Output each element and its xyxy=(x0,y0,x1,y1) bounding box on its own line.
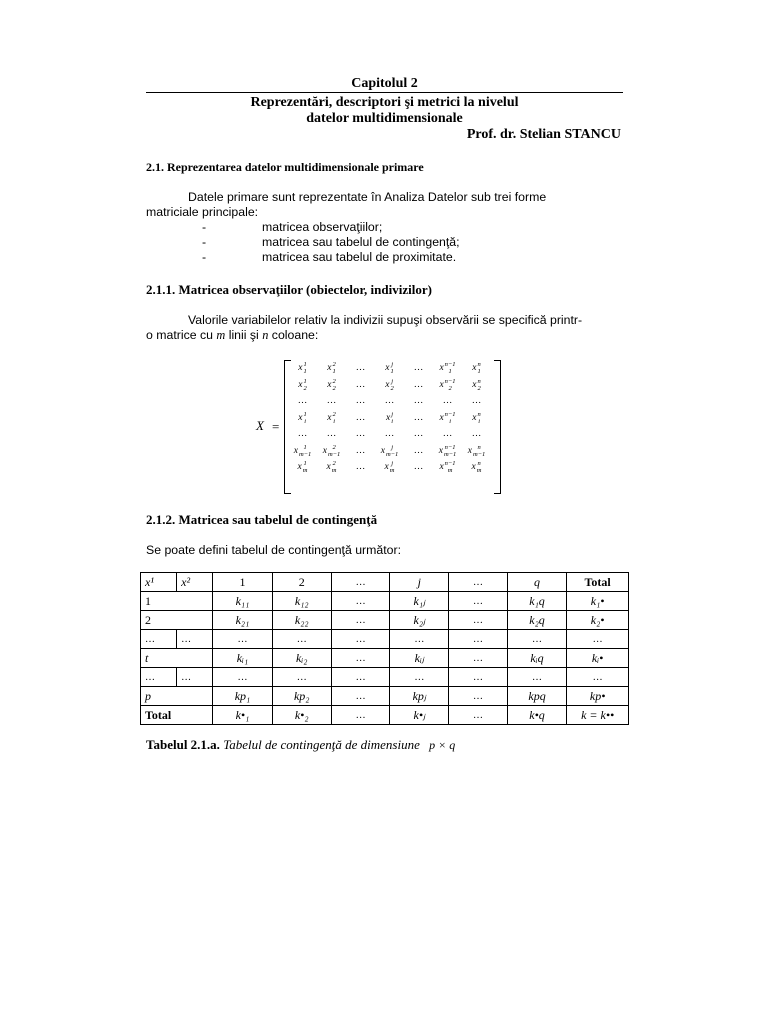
table-row xyxy=(141,630,629,649)
table-cell: k₁q xyxy=(507,592,567,611)
matrix-cell: … xyxy=(471,396,482,407)
matrix-cell: … xyxy=(384,396,395,407)
observations-matrix xyxy=(288,360,492,476)
list-dash: - xyxy=(202,235,207,249)
table-header-cell: 2 xyxy=(272,573,331,592)
matrix-cell: … xyxy=(355,429,366,440)
list-item-text: matricea observaţiilor; xyxy=(262,220,383,234)
table-cell: … xyxy=(567,630,629,649)
table-cell: … xyxy=(331,649,389,668)
matrix-cell: … xyxy=(413,412,424,423)
matrix-cell: … xyxy=(442,429,453,440)
table-header-cell: x¹ xyxy=(141,573,177,592)
table-cell: … xyxy=(449,706,507,725)
matrix-cell: x 1 m−1 xyxy=(293,443,312,458)
caption-dimension: p × q xyxy=(429,738,456,752)
table-cell: k•₂ xyxy=(272,706,331,725)
table-cell: k₁₁ xyxy=(213,592,272,611)
table-cell: … xyxy=(331,668,389,687)
matrix-row xyxy=(288,459,492,476)
table-caption xyxy=(146,737,455,753)
table-header-cell: Total xyxy=(567,573,629,592)
matrix-cell: … xyxy=(355,412,366,423)
table-header-cell: x² xyxy=(177,573,213,592)
matrix-label: X xyxy=(256,418,264,433)
para-text: o matrice cu xyxy=(146,328,213,342)
matrix-equals: = xyxy=(272,419,280,434)
table-cell: … xyxy=(331,611,389,630)
table-cell: … xyxy=(449,649,507,668)
matrix-cell: x n 2 xyxy=(472,377,481,392)
table-cell: … xyxy=(272,668,331,687)
matrix-row xyxy=(288,426,492,443)
matrix-cell: x n−1 2 xyxy=(439,377,456,392)
section-2-1-1-heading: 2.1.1. Matricea observaţiilor (obiectelor, indivizilor) xyxy=(146,282,432,297)
primary-forms-list xyxy=(146,220,623,265)
section-2-1-2-intro: Se poate defini tabelul de contingenţă următor: xyxy=(146,543,401,557)
table-cell: k₁ⱼ xyxy=(390,592,449,611)
table-cell: kᵢ₁ xyxy=(213,649,272,668)
matrix-row xyxy=(288,377,492,394)
table-cell: Total xyxy=(141,706,213,725)
table-cell: kp₁ xyxy=(213,687,272,706)
matrix-cell: x n m xyxy=(471,460,482,475)
author: Prof. dr. Stelian STANCU xyxy=(466,127,621,142)
matrix-cell: x n−1 1 xyxy=(439,361,456,376)
matrix-row xyxy=(288,443,492,460)
table-row xyxy=(141,611,629,630)
matrix-cell: … xyxy=(355,363,366,374)
matrix-cell: x 2 i xyxy=(327,410,336,425)
matrix-cell: … xyxy=(326,396,337,407)
matrix-cell: x j m xyxy=(384,460,395,475)
chapter-label: Capitolul 2 xyxy=(351,76,418,91)
table-row xyxy=(141,706,629,725)
table-cell: … xyxy=(507,630,567,649)
list-dash: - xyxy=(202,250,207,264)
para-text: linii şi xyxy=(228,328,259,342)
table-cell: k₂₂ xyxy=(272,611,331,630)
table-cell: k₂ⱼ xyxy=(390,611,449,630)
table-header-row xyxy=(141,573,629,592)
table-row xyxy=(141,592,629,611)
table-cell: … xyxy=(331,687,389,706)
table-header-cell: q xyxy=(507,573,567,592)
header-rule xyxy=(146,92,623,93)
matrix-cell: … xyxy=(413,379,424,390)
table-row xyxy=(141,668,629,687)
list-item-text: matricea sau tabelul de proximitate. xyxy=(262,250,457,264)
table-cell: kᵢ• xyxy=(567,649,629,668)
matrix-row xyxy=(288,360,492,377)
table-cell: … xyxy=(272,630,331,649)
caption-text: Tabelul de contingenţă de dimensiune xyxy=(223,737,420,752)
matrix-cell: … xyxy=(355,462,366,473)
matrix-cell: x 2 m−1 xyxy=(322,443,341,458)
list-item-text: matricea sau tabelul de contingenţă; xyxy=(262,235,460,249)
table-cell: 1 xyxy=(141,592,213,611)
table-cell: … xyxy=(141,630,177,649)
matrix-cell: x 1 2 xyxy=(298,377,307,392)
matrix-cell: x 1 1 xyxy=(298,361,307,376)
table-cell: p xyxy=(141,687,213,706)
table-header-cell: … xyxy=(449,573,507,592)
matrix-cell: x n m−1 xyxy=(467,443,486,458)
matrix-cell: … xyxy=(442,396,453,407)
list-dash: - xyxy=(202,220,207,234)
table-cell: k₁• xyxy=(567,592,629,611)
matrix-cell: … xyxy=(326,429,337,440)
list-item xyxy=(146,220,623,235)
table-cell: k•ⱼ xyxy=(390,706,449,725)
section-2-1-para-line2: matriciale principale: xyxy=(146,205,259,219)
matrix-cell: x n−1 m xyxy=(439,460,456,475)
var-m: m xyxy=(216,328,226,342)
table-cell: kpⱼ xyxy=(390,687,449,706)
table-cell: kᵢⱼ xyxy=(390,649,449,668)
section-2-1-1-para-line1: Valorile variabilelor relativ la indivizii supuşi observării se specifică printr- xyxy=(188,313,583,327)
chapter-title-line2: datelor multidimensionale xyxy=(306,111,463,126)
matrix-cell: x n i xyxy=(472,410,481,425)
matrix-cell: … xyxy=(355,445,366,456)
table-cell: k•q xyxy=(507,706,567,725)
table-cell: k₁₂ xyxy=(272,592,331,611)
table-cell: k₂• xyxy=(567,611,629,630)
table-cell: k₂q xyxy=(507,611,567,630)
table-cell: … xyxy=(390,668,449,687)
table-cell: … xyxy=(331,706,389,725)
section-2-1-2-heading: 2.1.2. Matricea sau tabelul de contingenţă xyxy=(146,512,378,527)
table-cell: kᵢ₂ xyxy=(272,649,331,668)
table-cell: t xyxy=(141,649,213,668)
table-cell: … xyxy=(331,630,389,649)
section-2-1-heading: 2.1. Reprezentarea datelor multidimensionale primare xyxy=(146,160,424,174)
matrix-cell: … xyxy=(413,445,424,456)
matrix-cell: … xyxy=(413,429,424,440)
matrix-cell: x j 2 xyxy=(385,377,394,392)
table-cell: kp₂ xyxy=(272,687,331,706)
matrix-cell: … xyxy=(297,429,308,440)
table-row xyxy=(141,687,629,706)
table-cell: … xyxy=(449,592,507,611)
table-cell: … xyxy=(213,668,272,687)
table-cell: … xyxy=(449,630,507,649)
matrix-cell: x 2 m xyxy=(326,460,337,475)
table-header-cell: j xyxy=(390,573,449,592)
matrix-cell: x n−1 m−1 xyxy=(438,443,457,458)
matrix-cell: x 2 2 xyxy=(327,377,336,392)
matrix-cell: … xyxy=(355,379,366,390)
table-header-cell: … xyxy=(331,573,389,592)
var-n: n xyxy=(262,328,269,342)
matrix-cell: x 1 m xyxy=(297,460,308,475)
table-cell: … xyxy=(331,592,389,611)
table-cell: … xyxy=(177,668,213,687)
matrix-cell: x 1 i xyxy=(298,410,307,425)
table-header-cell: 1 xyxy=(213,573,272,592)
matrix-row xyxy=(288,393,492,410)
matrix-cell: … xyxy=(413,462,424,473)
matrix-cell: x j i xyxy=(385,410,394,425)
matrix-cell: … xyxy=(413,363,424,374)
matrix-cell: … xyxy=(297,396,308,407)
matrix-cell: x n 1 xyxy=(472,361,481,376)
table-cell: … xyxy=(390,630,449,649)
matrix-row xyxy=(288,410,492,427)
table-cell: kᵢq xyxy=(507,649,567,668)
section-2-1-1-para-line2 xyxy=(146,328,623,343)
matrix-cell: x j m−1 xyxy=(380,443,399,458)
table-cell: … xyxy=(449,611,507,630)
section-2-1-para-line1: Datele primare sunt reprezentate în Analiza Datelor sub trei forme xyxy=(188,190,547,204)
table-cell: … xyxy=(507,668,567,687)
table-cell: … xyxy=(177,630,213,649)
table-cell: … xyxy=(449,668,507,687)
matrix-right-bracket xyxy=(494,360,501,494)
para-text: coloane: xyxy=(271,328,319,342)
table-cell: … xyxy=(449,687,507,706)
matrix-cell: … xyxy=(355,396,366,407)
table-cell: k₂₁ xyxy=(213,611,272,630)
list-item xyxy=(146,235,623,250)
contingency-table xyxy=(140,572,629,725)
table-row xyxy=(141,649,629,668)
table-cell: k = k•• xyxy=(567,706,629,725)
matrix-cell: x n−1 i xyxy=(439,410,456,425)
table-cell: … xyxy=(213,630,272,649)
table-cell: k•₁ xyxy=(213,706,272,725)
caption-label: Tabelul 2.1.a. xyxy=(146,737,220,752)
chapter-title-line1: Reprezentări, descriptori şi metrici la nivelul xyxy=(250,95,519,110)
table-cell: kpq xyxy=(507,687,567,706)
matrix-cell: … xyxy=(413,396,424,407)
table-cell: 2 xyxy=(141,611,213,630)
table-cell: kp• xyxy=(567,687,629,706)
matrix-cell: … xyxy=(384,429,395,440)
table-cell: … xyxy=(141,668,177,687)
matrix-cell: x j 1 xyxy=(385,361,394,376)
table-cell: … xyxy=(567,668,629,687)
matrix-cell: … xyxy=(471,429,482,440)
matrix-cell: x 2 1 xyxy=(327,361,336,376)
list-item xyxy=(146,250,623,265)
